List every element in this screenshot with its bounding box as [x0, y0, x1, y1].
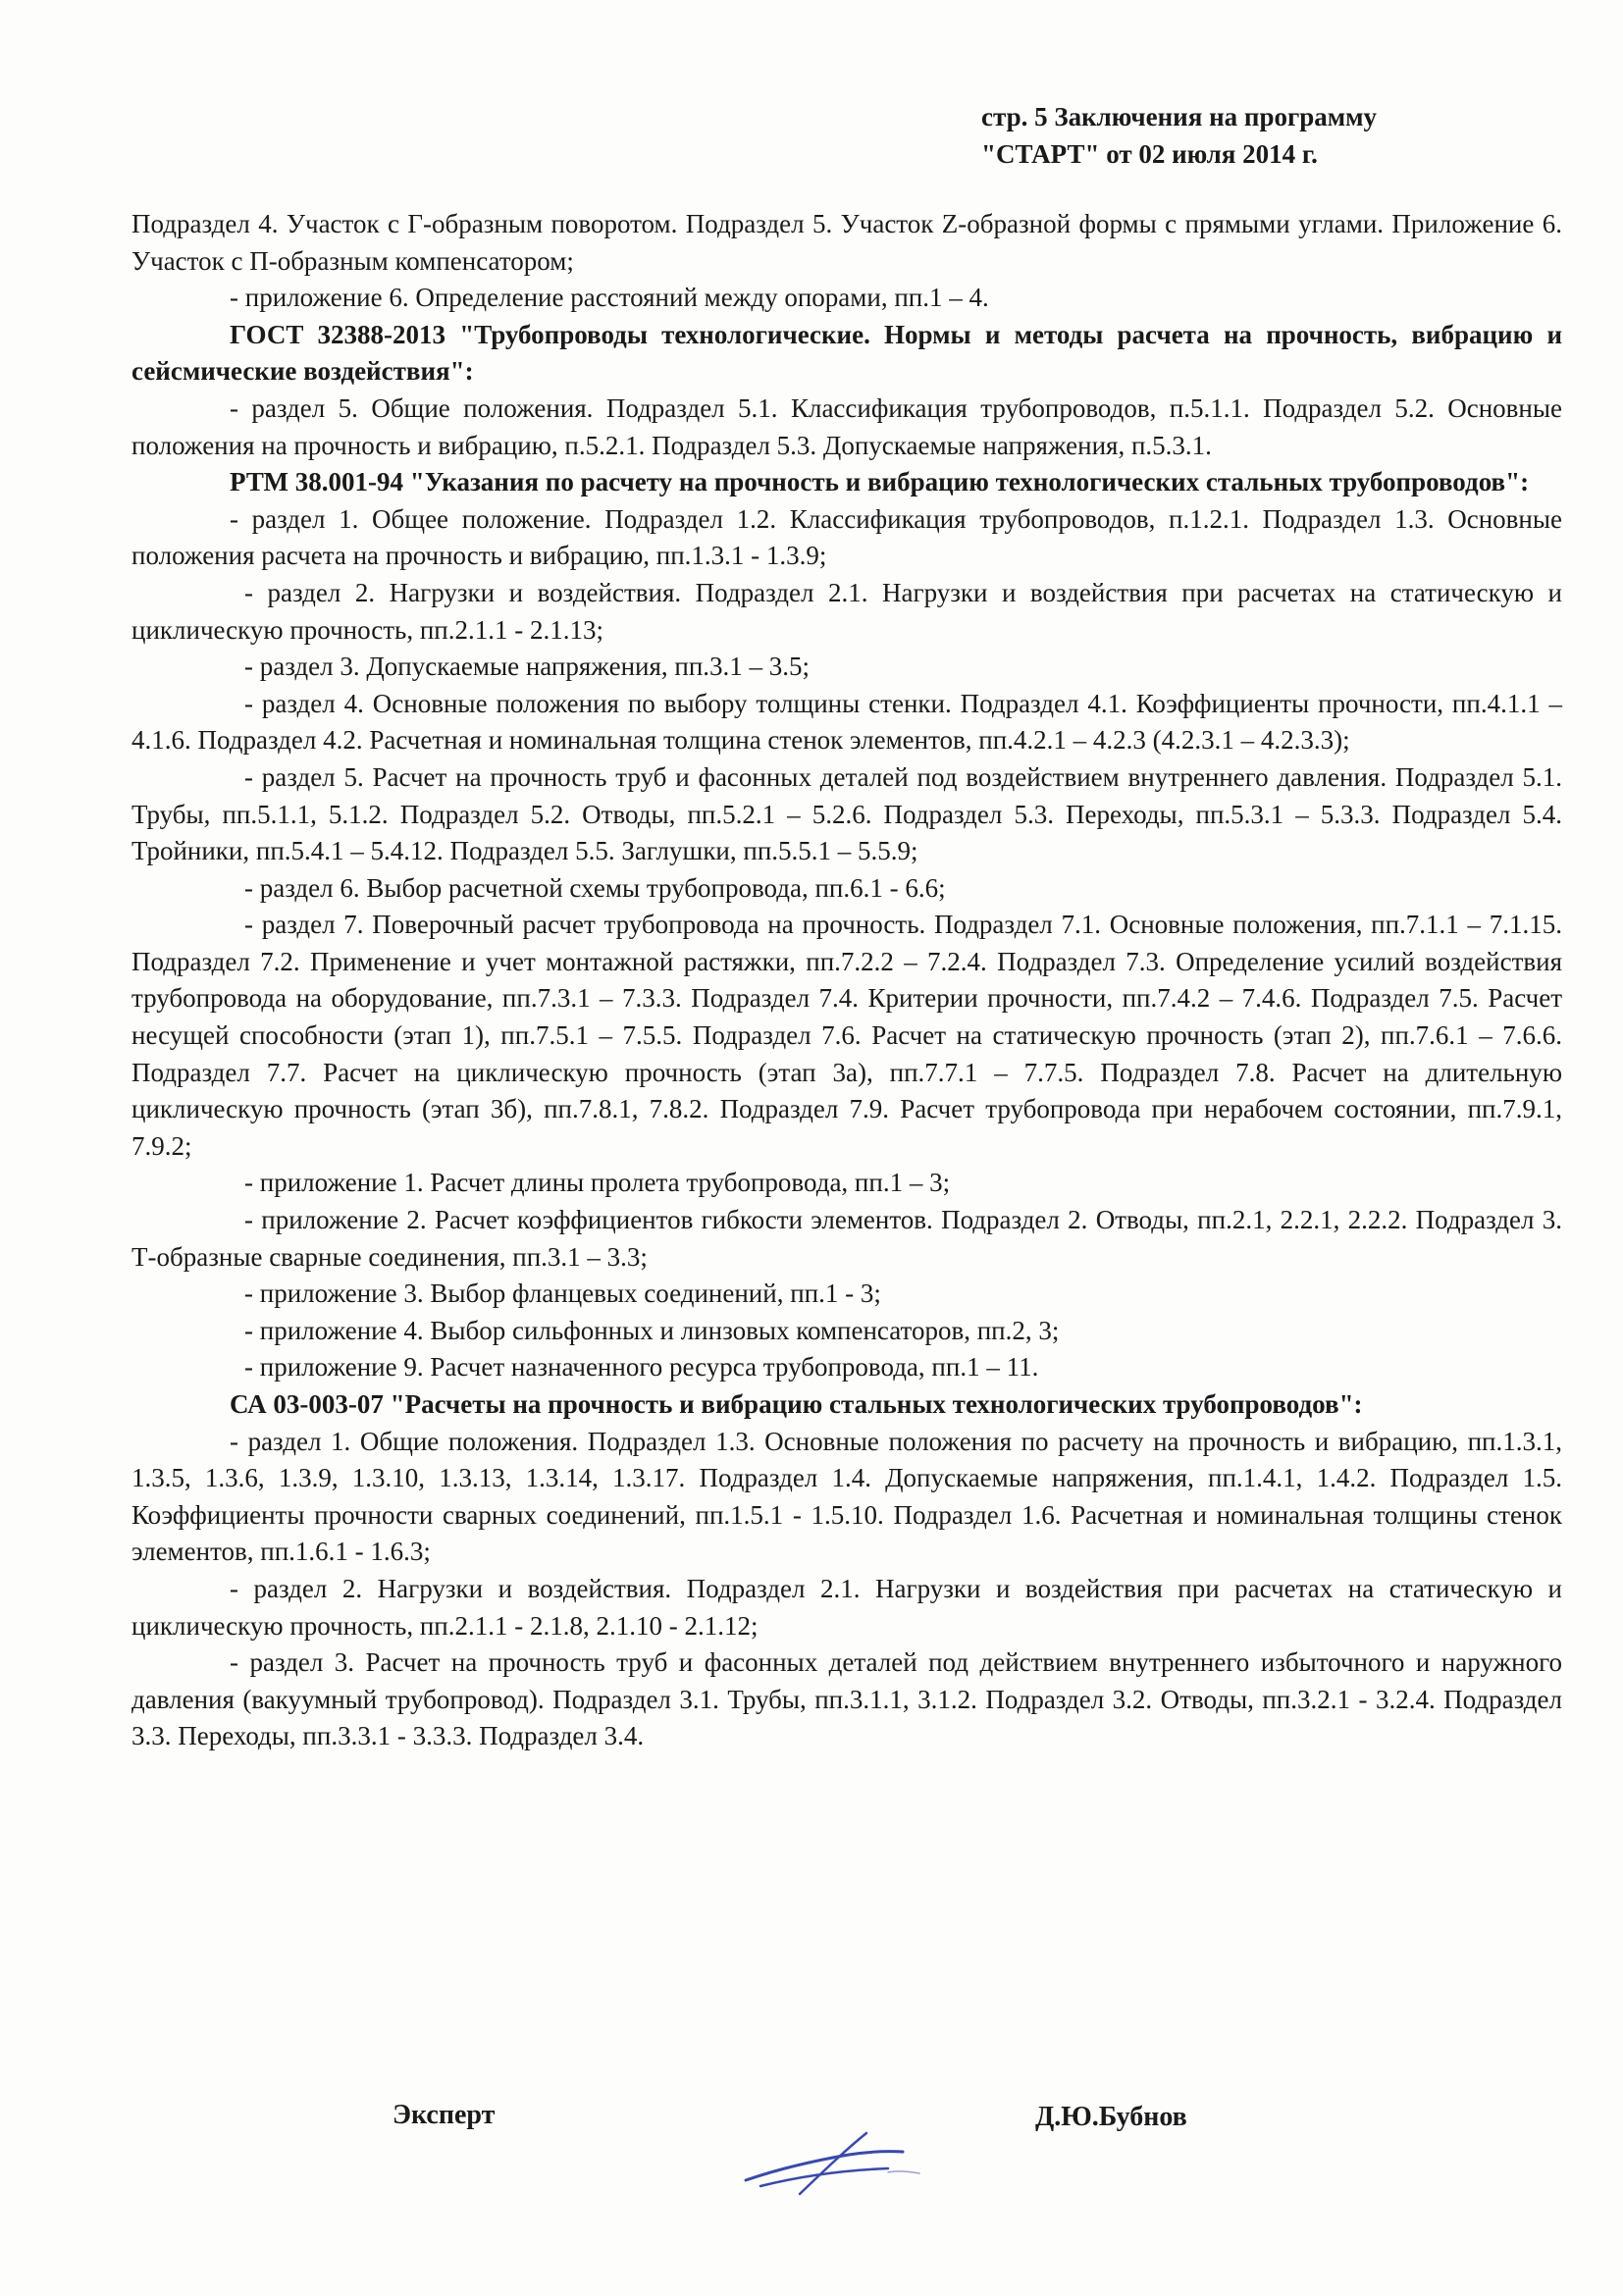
list-item: - приложение 1. Расчет длины пролета трубопровода, пп.1 – 3; [244, 1168, 951, 1198]
document-body [131, 206, 1562, 1755]
standard-heading: СА 03-003-07 "Расчеты на прочность и вибрацию стальных технологических трубопроводов": [230, 1389, 1363, 1419]
header-line-2: "СТАРТ" от 02 июля 2014 г. [981, 139, 1318, 169]
paragraph: - раздел 3. Расчет на прочность труб и фасонных деталей под действием внутреннего избыточного и наружного давления (вакуумный трубопровод). Подраздел 3.1. Трубы, пп.3.1.1, 3.1.2. Подраздел 3.2. Отводы, пп.3.2.1 - 3.2.4. Подраздел 3.3. Переходы, пп.3.3.1 - 3.3.3. Подраздел 3.4. [131, 1647, 1562, 1751]
list-item: - раздел 3. Допускаемые напряжения, пп.3.1 – 3.5; [244, 652, 811, 682]
expert-name: Д.Ю.Бубнов [1035, 2102, 1187, 2132]
paragraph: - приложение 6. Определение расстояний между опорами, пп.1 – 4. [230, 283, 989, 313]
expert-label: Эксперт [393, 2100, 496, 2130]
header-line-1: стр. 5 Заключения на программу [981, 102, 1378, 131]
standard-heading: РТМ 38.001-94 "Указания по расчету на прочность и вибрацию технологических стальных трубопроводов": [230, 467, 1530, 497]
list-item: - приложение 3. Выбор фланцевых соединений, пп.1 - 3; [244, 1278, 881, 1309]
list-item: - приложение 2. Расчет коэффициентов гибкости элементов. Подраздел 2. Отводы, пп.2.1, 2.2.1, 2.2.2. Подраздел 3. Т-образные сварные соединения, пп.3.1 – 3.3; [131, 1205, 1562, 1272]
paragraph: - раздел 1. Общие положения. Подраздел 1.3. Основные положения по расчету на прочность и вибрацию, пп.1.3.1, 1.3.5, 1.3.6, 1.3.9, 1.3.10, 1.3.13, 1.3.14, 1.3.17. Подраздел 1.4. Допускаемые напряжения, пп.1.4.1, 1.4.2. Подраздел 1.5. Коэффициенты прочности сварных соединений, пп.1.5.1 - 1.5.10. Подраздел 1.6. Расчетная и номинальная толщины стенок элементов, пп.1.6.1 - 1.6.3; [131, 1426, 1562, 1567]
paragraph: - раздел 2. Нагрузки и воздействия. Подраздел 2.1. Нагрузки и воздействия при расчетах на статическую и циклическую прочность, пп.2.1.1 - 2.1.8, 2.1.10 - 2.1.12; [131, 1573, 1562, 1641]
paragraph: Подраздел 4. Участок с Г-образным поворотом. Подраздел 5. Участок Z-образной формы с прямыми углами. Приложение 6. Участок с П-образным компенсатором; [131, 209, 1562, 276]
list-item: - раздел 7. Поверочный расчет трубопровода на прочность. Подраздел 7.1. Основные положения, пп.7.1.1 – 7.1.15. Подраздел 7.2. Применение и учет монтажной растяжки, пп.7.2.2 – 7.2.4. Подраздел 7.3. Определение усилий воздействия трубопровода на оборудование, пп.7.3.1 – 7.3.3. Подраздел 7.4. Критерии прочности, пп.7.4.2 – 7.4.6. Подраздел 7.5. Расчет несущей способности (этап 1), пп.7.5.1 – 7.5.5. Подраздел 7.6. Расчет на статическую прочность (этап 2), пп.7.6.1 – 7.6.6. Подраздел 7.7. Расчет на циклическую прочность (этап 3а), пп.7.7.1 – 7.7.5. Подраздел 7.8. Расчет на длительную циклическую прочность (этап 3б), пп.7.8.1, 7.8.2. Подраздел 7.9. Расчет трубопровода при нерабочем состоянии, пп.7.9.1, 7.9.2; [131, 910, 1562, 1161]
list-item: - приложение 9. Расчет назначенного ресурса трубопровода, пп.1 – 11. [244, 1352, 1039, 1383]
signature-icon [741, 2129, 937, 2198]
list-item: - раздел 2. Нагрузки и воздействия. Подраздел 2.1. Нагрузки и воздействия при расчетах на статическую и циклическую прочность, пп.2.1.1 - 2.1.13; [131, 577, 1562, 645]
standard-heading: ГОСТ 32388-2013 "Трубопроводы технологические. Нормы и методы расчета на прочность, вибрацию и сейсмические воздействия": [131, 319, 1562, 387]
list-item: - раздел 5. Расчет на прочность труб и фасонных деталей под воздействием внутреннего давления. Подраздел 5.1. Трубы, пп.5.1.1, 5.1.2. Подраздел 5.2. Отводы, пп.5.2.1 – 5.2.6. Подраздел 5.3. Переходы, пп.5.3.1 – 5.3.3. Подраздел 5.4. Тройники, пп.5.4.1 – 5.4.12. Подраздел 5.5. Заглушки, пп.5.5.1 – 5.5.9; [131, 761, 1562, 866]
list-item: - раздел 6. Выбор расчетной схемы трубопровода, пп.6.1 - 6.6; [244, 872, 946, 903]
page-header [981, 98, 1531, 173]
list-item: - приложение 4. Выбор сильфонных и линзовых компенсаторов, пп.2, 3; [244, 1315, 1060, 1345]
paragraph: - раздел 1. Общее положение. Подраздел 1.2. Классификация трубопроводов, п.1.2.1. Подраздел 1.3. Основные положения расчета на прочность и вибрацию, пп.1.3.1 - 1.3.9; [131, 503, 1562, 571]
list-item: - раздел 4. Основные положения по выбору толщины стенки. Подраздел 4.1. Коэффициенты прочности, пп.4.1.1 – 4.1.6. Подраздел 4.2. Расчетная и номинальная толщина стенок элементов, пп.4.2.1 – 4.2.3 (4.2.3.1 – 4.2.3.3); [131, 688, 1562, 756]
paragraph: - раздел 5. Общие положения. Подраздел 5.1. Классификация трубопроводов, п.5.1.1. Подраздел 5.2. Основные положения на прочность и вибрацию, п.5.2.1. Подраздел 5.3. Допускаемые напряжения, п.5.3.1. [131, 392, 1562, 460]
